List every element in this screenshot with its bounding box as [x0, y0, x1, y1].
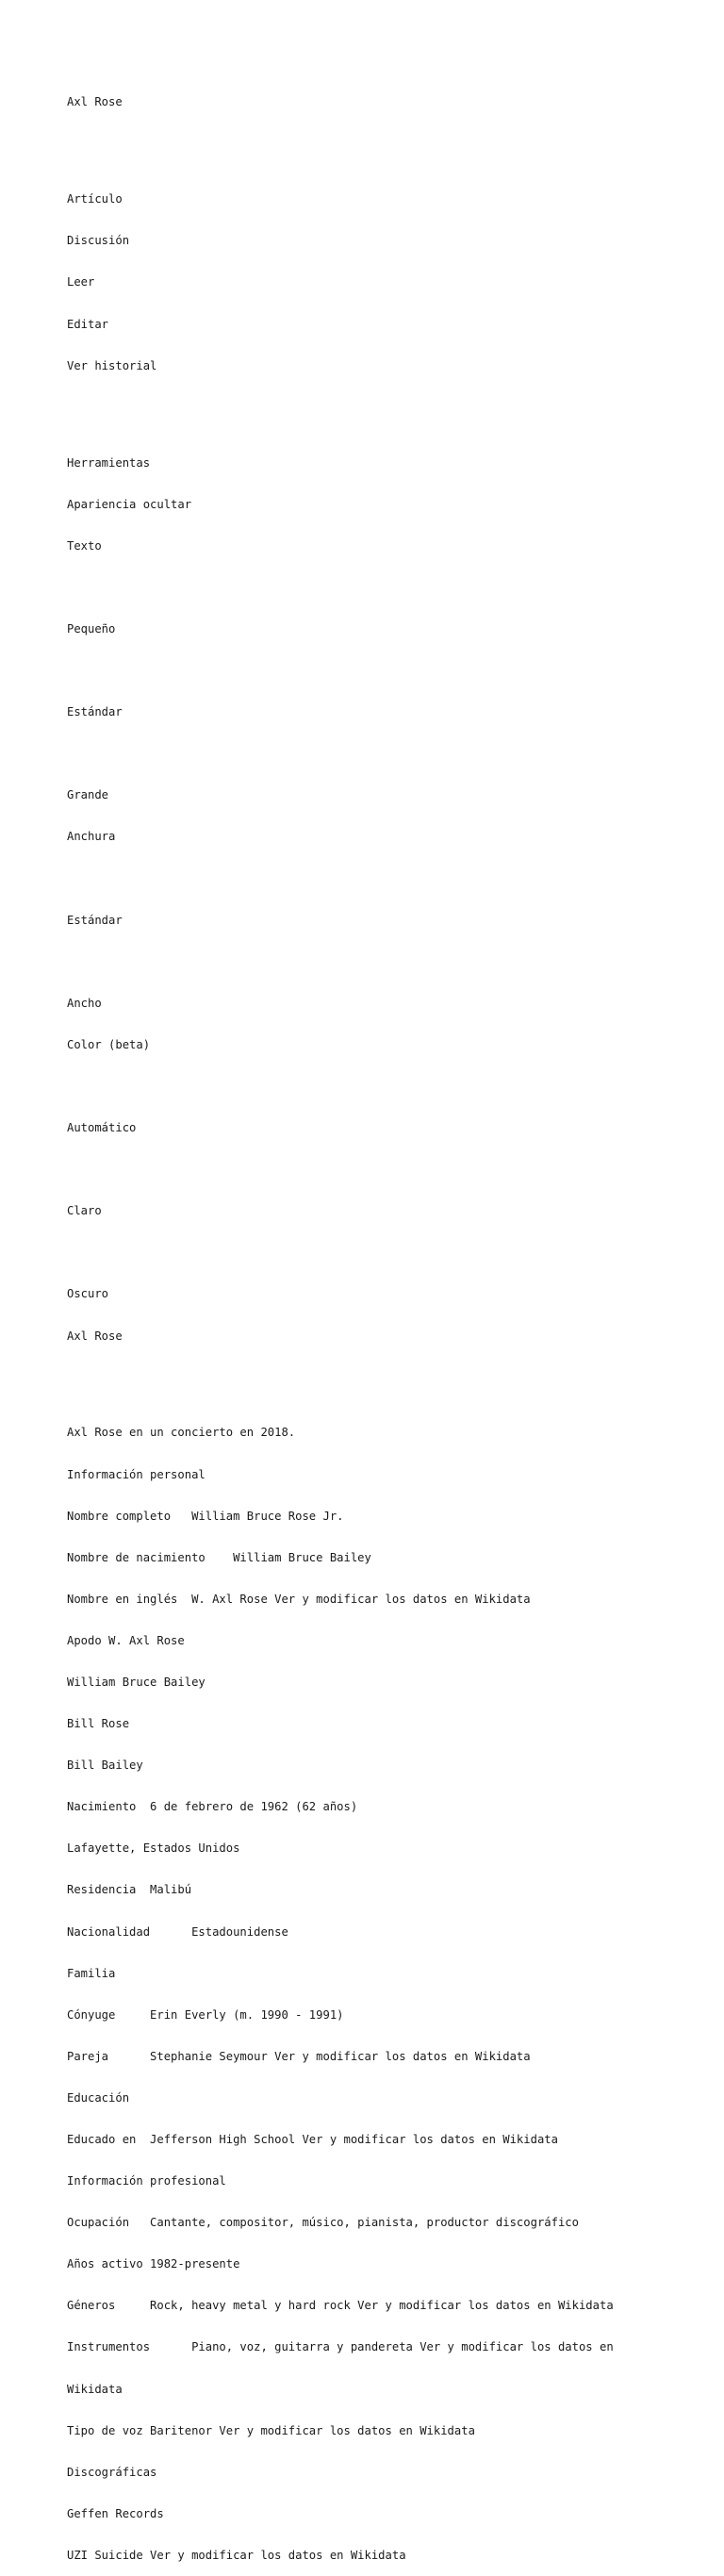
infobox-nickname-4: Bill Bailey: [67, 1759, 143, 1773]
infobox-instruments-continued[interactable]: Wikidata: [67, 2382, 123, 2396]
infobox-nationality: Nacionalidad Estadounidense: [67, 1924, 288, 1939]
infobox-partner[interactable]: Pareja Stephanie Seymour Ver y modificar los datos en Wikidata: [67, 2049, 531, 2063]
tools-menu[interactable]: Herramientas: [67, 455, 151, 470]
infobox-labels-heading: Discográficas: [67, 2465, 157, 2479]
text-size-large-option[interactable]: Grande: [67, 788, 109, 802]
width-label: Anchura: [67, 830, 116, 844]
color-dark-option[interactable]: Oscuro: [67, 1287, 109, 1301]
infobox-birth[interactable]: Nacimiento 6 de febrero de 1962 (62 años): [67, 1800, 358, 1814]
infobox-genres[interactable]: Géneros Rock, heavy metal y hard rock Ver y modificar los datos en Wikidata: [67, 2299, 614, 2313]
color-light-option[interactable]: Claro: [67, 1204, 102, 1218]
infobox-voice-type[interactable]: Tipo de voz Baritenor Ver y modificar los datos en Wikidata: [67, 2423, 475, 2437]
infobox-english-name[interactable]: Nombre en inglés W. Axl Rose Ver y modificar los datos en Wikidata: [67, 1592, 531, 1606]
document-text: [67, 68, 717, 2576]
infobox-section-education: Educación: [67, 2090, 130, 2105]
appearance-toggle[interactable]: Apariencia ocultar: [67, 497, 192, 511]
infobox-educated-at[interactable]: Educado en Jefferson High School Ver y modificar los datos en Wikidata: [67, 2133, 558, 2147]
color-label: Color (beta): [67, 1037, 151, 1051]
infobox-section-family: Familia: [67, 1966, 116, 1980]
page-title: Axl Rose: [67, 95, 123, 109]
infobox-years-active: Años activo 1982-presente: [67, 2257, 240, 2271]
width-wide-option[interactable]: Ancho: [67, 996, 102, 1010]
infobox-label-uzi-suicide[interactable]: UZI Suicide Ver y modificar los datos en Wikidata: [67, 2548, 406, 2562]
infobox-occupation[interactable]: Ocupación Cantante, compositor, músico, pianista, productor discográfico: [67, 2216, 579, 2230]
infobox-section-personal: Información personal: [67, 1467, 206, 1481]
tab-read[interactable]: Leer: [67, 275, 95, 289]
tab-discussion[interactable]: Discusión: [67, 234, 130, 248]
infobox-title: Axl Rose: [67, 1329, 123, 1343]
tab-history[interactable]: Ver historial: [67, 358, 157, 372]
infobox-spouse[interactable]: Cónyuge Erin Everly (m. 1990 - 1991): [67, 2007, 344, 2022]
color-auto-option[interactable]: Automático: [67, 1121, 137, 1135]
infobox-nickname-3: Bill Rose: [67, 1717, 130, 1731]
infobox-nickname-2: William Bruce Bailey: [67, 1675, 206, 1689]
infobox-section-professional: Información profesional: [67, 2174, 226, 2188]
width-standard-option[interactable]: Estándar: [67, 913, 123, 927]
text-size-standard-option[interactable]: Estándar: [67, 705, 123, 719]
infobox-full-name: Nombre completo William Bruce Rose Jr.: [67, 1509, 344, 1523]
text-size-label: Texto: [67, 538, 102, 553]
infobox-instruments[interactable]: Instrumentos Piano, voz, guitarra y pandereta Ver y modificar los datos en: [67, 2340, 614, 2354]
tab-edit[interactable]: Editar: [67, 317, 109, 331]
infobox-nickname: Apodo W. Axl Rose: [67, 1633, 185, 1647]
tab-article[interactable]: Artículo: [67, 192, 123, 206]
infobox-label-geffen[interactable]: Geffen Records: [67, 2506, 164, 2520]
infobox-birthplace[interactable]: Lafayette, Estados Unidos: [67, 1841, 240, 1856]
text-size-small-option[interactable]: Pequeño: [67, 621, 116, 636]
infobox-image-caption: Axl Rose en un concierto en 2018.: [67, 1426, 296, 1440]
infobox-birth-name: Nombre de nacimiento William Bruce Bailey: [67, 1550, 371, 1564]
infobox-residence[interactable]: Residencia Malibú: [67, 1883, 192, 1897]
